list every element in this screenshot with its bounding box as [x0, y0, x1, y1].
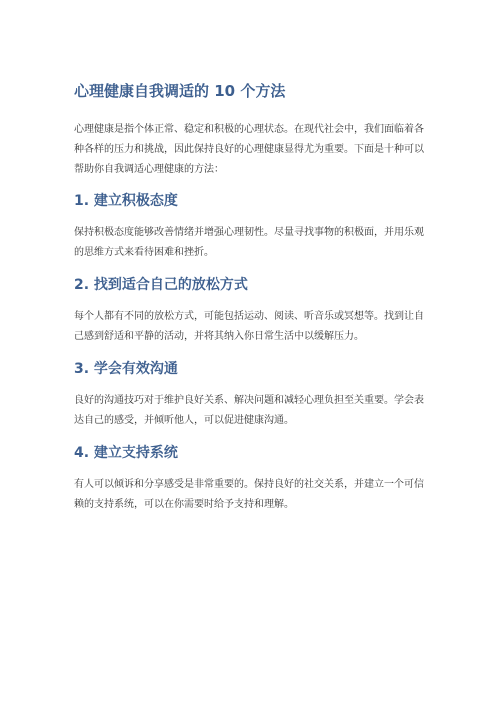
section-body-2: 每个人都有不同的放松方式，可能包括运动、阅读、听音乐或冥想等。找到让自己感到舒适和平静的活动，并将其纳入你日常生活中以缓解压力。	[74, 311, 424, 342]
section-body-4: 有人可以倾诉和分享感受是非常重要的。保持良好的社交关系，并建立一个可信赖的支持系统，可以在你需要时给予支持和理解。	[74, 479, 424, 510]
section-heading-2: 2. 找到适合自己的放松方式	[74, 277, 248, 293]
section-body-3: 良好的沟通技巧对于维护良好关系、解决问题和减轻心理负担至关重要。学会表达自己的感受，并倾听他人，可以促进健康沟通。	[74, 395, 424, 426]
section-heading-3: 3. 学会有效沟通	[74, 361, 178, 377]
intro-paragraph: 心理健康是指个体正常、稳定和积极的心理状态。在现代社会中，我们面临着各种各样的压力和挑战，因此保持良好的心理健康显得尤为重要。下面是十种可以帮助你自我调适心理健康的方法：	[74, 124, 424, 175]
section-heading-1: 1. 建立积极态度	[74, 193, 178, 209]
section-body-1: 保持积极态度能够改善情绪并增强心理韧性。尽量寻找事物的积极面，并用乐观的思维方式来看待困难和挫折。	[74, 227, 424, 258]
section-heading-4: 4. 建立支持系统	[74, 445, 178, 461]
document-title: 心理健康自我调适的 10 个方法	[74, 82, 286, 100]
